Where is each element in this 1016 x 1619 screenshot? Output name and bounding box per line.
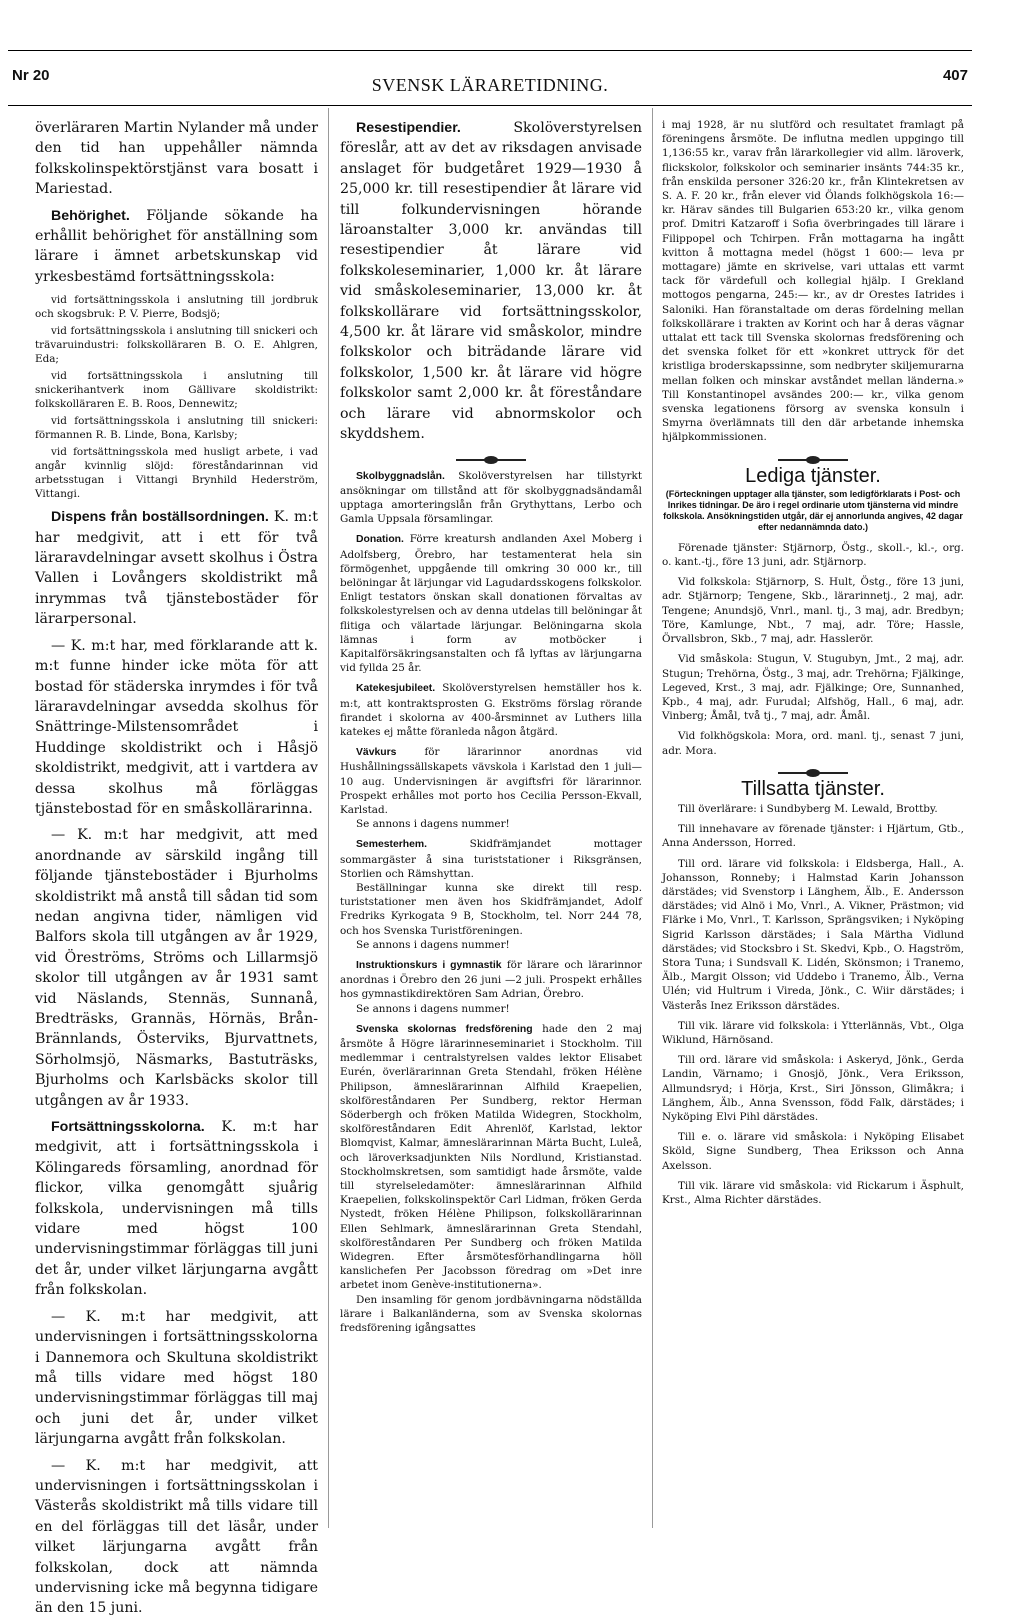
list-item: vid fortsättningsskola i anslutning till snickerihantverk inom Gällivare skoldistrikt: folkskolläraren E. B. Roos, Dennewitz; bbox=[35, 370, 318, 411]
article-body: för lärare och lärarinnor anordnas i Örebro den 26 juni —2 juli. Prospekt erhålles hos gymnastikdirektören Sam Adrian, Örebro. bbox=[340, 959, 643, 1001]
article-body: Skolöverstyrelsen har tillstyrkt ansökningar om tillstånd att för skolbyggnadsändamål upptaga amorteringslån från Grythyttans, Lerbo och Gamla Uppsala församlingar. bbox=[340, 469, 642, 526]
paragraph: Beställningar kunna ske direkt till resp. turiststationer men även hos Skidfrämjandet, Adolf Fredriks Kyrkogata 9 B, Stockholm, tel. Norr 244 78, och hos Svenska Turistföreningen. bbox=[340, 881, 642, 937]
column-middle bbox=[340, 118, 642, 1523]
listing: Vid småskola: Stugun, V. Stugubyn, Jmt., 2 maj, adr. Stugun; Trehörna, Östg., 3 maj, adr. Trehörna; Fjälkinge, Legeved, Krst., 3 maj, adr. Fjälkinge; Ore, Sunnanhed, Kpb., 4 maj, adr. Furudal; Alfshög, Hall., 6 maj, adr. Vinberg; Åmål, två tj., 7 maj, adr. Åmål. bbox=[662, 653, 964, 723]
paragraph: — K. m:t har, med förklarande att k. m:t funne hinder icke möta för att bostad för städerska inrymdes i för två läraravdelningar avsedda skolhus för Snättringe-Milstensområdet i Huddinge skoldistrikt och i Håsjö skoldistrikt, medgivit, att i vartdera av dessa skolhus må förläggas tjänstebostad för en småskollärarinna. bbox=[35, 637, 318, 817]
paragraph bbox=[35, 1117, 318, 1301]
paragraph: i maj 1928, är nu slutförd och resultatet framlagt på föreningens årsmöte. De influtna medlen uppgingo till 1,136:55 kr., varav från lärarkollegier vid allm. läroverk, flickskolor, folkskolor och seminarier insänts 744:35 kr., från enskilda personer 326:20 kr., från Klintekretsen av S. A. F. 20 kr., från elever vid Ölands folkhögskola 16:— kr. Härav sändes till Bulgarien 653:20 kr., vilka genom prof. Dmitri Katzaroff i Sofia överbringades till lärare i Filippopel och Tchirpen. Från mottagarna ha ingått kvitton å mottagna medel (högst 1 600:— leva pr mottagare) jämte en skrivelse, vari uttalas ett varmt tack för värdefull och kollegial hjälp. I Grekland mottogos pengarna, 245:— kr., av dr Orestes Iatrides i Saloniki. Han föranstaltade om deras fördelning mellan folkskollärare i trakten av Korint och har å deras vägnar uttalat ett tack till Svenska skolornas fredsförening och det svenska folket för ett »konkret uttryck för det kristliga broderskapssinne, som nedbryter skiljemurarna mellan folken och minskar avståndet mellan länderna.» Till Konstantinopel avsändes 200:— kr., vilka genom svenska legationens försorg av svenska konsuln i Smyrna överlämnats till den där arbetande inhemska hjälpkommissionen. bbox=[662, 119, 964, 444]
paragraph: — K. m:t har medgivit, att undervisningen i fortsättningsskolorna i Dannemora och Skultuna skoldistrikt må tills vidare med högst 180 undervisningstimmar förläggas till maj och juni det år, under vilket lärjungarna avgått från folkskolan. bbox=[35, 1308, 318, 1448]
announcement-note: Se annons i dagens nummer! bbox=[356, 938, 510, 951]
list-item: vid fortsättningsskola i anslutning till snickeri: förmannen R. B. Linde, Bona, Karlsby; bbox=[35, 415, 318, 442]
article-heading: Resestipendier. bbox=[356, 120, 461, 136]
paragraph: — K. m:t har medgivit, att med anordnande av särskild ingång till följande tjänstebostäder i Bjurholms skoldistrikt må anstå till sådan tid som nedan angivna tider, nämligen vid Balfors skola till utgången av år 1929, vid Öreströms, Ströms och Lillarmsjö skolor till utgången av år 1931 samt vid Näslands, Stennäs, Sunnanå, Bredträsks, Grannäs, Hörnäs, Brån-Brännlands, Österviks, Bjurvattnets, Sörholmsjö, Näsmarks, Bastuträsks, Bjurholms och Karlsbäcks skolor till utgången av år 1933. bbox=[35, 827, 318, 1109]
article-body: Skidfrämjandet mottager sommargäster å sina turiststationer i Riksgränsen, Storlien och Rämshyttan. bbox=[340, 838, 642, 880]
ornament-divider bbox=[662, 766, 964, 772]
list-item: vid fortsättningsskola i anslutning till snickeri och trävaruindustri: folkskolläraren B. O. E. Ahlgren, Eda; bbox=[35, 325, 318, 366]
listing: Till vik. lärare vid folkskola: i Ytterlännäs, Vbt., Olga Wiklund, Härnösand. bbox=[662, 1019, 964, 1046]
paragraph bbox=[35, 507, 318, 629]
announcement-note: Se annons i dagens nummer! bbox=[356, 1002, 510, 1015]
paragraph bbox=[340, 118, 642, 445]
article-body: Skolöverstyrelsen hemställer hos k. m:t, att kontraktsprosten G. Ekströms förslag rörande firandet i skolorna av 400-årsminnet av Luthers lilla katekes ej måtte föranleda någon åtgärd. bbox=[340, 682, 642, 738]
page-number: 407 bbox=[942, 67, 968, 84]
article-body: K. m:t har medgivit, att i fortsättningsskola i Kölingareds församling, anordnad för flickor, vilka genomgått sjuårig folkskola, undervisningen må tills vidare med högst 100 undervisningstimmar förläggas till juni det år, under vilket lärjungarna avgått från folkskolan. bbox=[35, 1119, 318, 1299]
article-heading: Skolbyggnadslån. bbox=[356, 470, 445, 482]
article-body: hade den 2 maj årsmöte å Högre lärarinneseminariet i Stockholm. Till medlemmar i centralstyrelsen valdes lektor Elisabet Eurén, överlärarinnan Greta Stendahl, fröken Hélène Philipson, ämneslärarinnan Alfhild Kraepelien, skolföreståndaren Per Sundberg, rektor Herman Söderbergh och fröken Matilda Widegren, Stockholm, skolföreståndaren Edit Ahrenlöf, Karlstad, lektor Blomqvist, Kalmar, ämneslärarinnan Märta Bucht, Luleå, och läroverksadjunkten Nils Nordlund, Kristianstad. Stockholmskretsen, som samtidigt hade årsmöte, valde till styrelseledamöter: ämneslärarinnan Alfhild Kraepelien, folkskolinspektör Carl Lidman, fröken Gerda Nystedt, fröken Hélène Philipson, folkskollärarinnan Ellen Sehlmark, ämneslärarinnan Greta Stendahl, skolföreståndaren Per Sundberg och fröken Matilda Widegren. Efter årsmötesförhandlingarna höll kanslichefen Per Jacobsson föredrag om »Det inre arbetet inom Genève-institutionerna». bbox=[340, 1022, 642, 1292]
paragraph: — K. m:t har medgivit, att undervisningen i fortsättningsskolan i Västerås skoldistrikt må tills vidare till en del förläggas till det läsår, under vilket lärjungarna avgått från folkskolan, dock att nämnda undervisning icke må begynna tidigare än den 15 juni. bbox=[35, 1457, 318, 1617]
column-right bbox=[662, 118, 964, 1523]
listing: Vid folkskola: Stjärnorp, S. Hult, Östg., före 13 juni, adr. Stjärnorp; Tengene, Skb., lärarinnetj., 2 maj, adr. Tengene; Anundsjö, Vnrl., manl. tj., 3 maj, adr. Bredbyn; Töre, Kamlunge, Nbt., 7 maj, adr. Töre; Hassle, Örvallsbron, Skb., 7 maj, adr. Hasslerör. bbox=[662, 576, 964, 646]
article-heading: Behörighet. bbox=[51, 207, 130, 224]
issue-number: Nr 20 bbox=[12, 67, 50, 84]
article-heading: Fortsättningsskolorna. bbox=[51, 1119, 205, 1136]
page-header bbox=[8, 50, 972, 106]
listing: Förenade tjänster: Stjärnorp, Östg., skoll.-, kl.-, org. o. kant.-tj., före 13 juni, adr. Stjärnorp. bbox=[662, 541, 964, 569]
list-item: vid fortsättningsskola i anslutning till jordbruk och skogsbruk: P. V. Pierre, Bodsjö; bbox=[35, 294, 318, 321]
column-left bbox=[35, 118, 318, 1617]
article-heading: Katekesjubileet. bbox=[356, 683, 436, 695]
article-body: Skolöverstyrelsen föreslår, att av det av riksdagen anvisade anslaget för budgetåret 1929—1930 å 25,000 kr. till resestipendier åt lärare vid till folkundervisningen hörande läroanstalter 3,000 kr. användas till resestipendier åt lärare vid folkskoleseminarier, 1,000 kr. åt lärare vid småskoleseminarier, 13,000 kr. åt folkskollärare vid fortsättningsskolor, 4,500 kr. åt lärare vid småskolor, mindre folkskolor och biträdande lärare vid folkskolor, 1,500 kr. åt lärare vid högre folkskolor samt 2,000 kr. åt föreståndare och lärare vid abnormskolor och skyddshem. bbox=[340, 120, 642, 443]
paragraph bbox=[340, 681, 642, 739]
paragraph: överläraren Martin Nylander må under den tid han uppehåller nämnda folkskolinspektörstjänst vara bosatt i Mariestad. bbox=[35, 120, 318, 198]
listing: Till ord. lärare vid folkskola: i Eldsberga, Hall., A. Johansson, Ronneby; i Halmstad Karin Johansson därstädes; vid Svenstorp i Länghem, Älb., E. Andersson därstädes; vid Alnö i Mo, Vnrl., A. Vikner, Prästmon; vid Flärke i Mo, Vnrl., T. Karlsson, Sprängsviken; i Nyköping Sigrid Karlsson därstädes; i Sala Märtha Vidlund därstädes; vid Stocksbro i St. Skedvi, Kpb., O. Hagström, Stora Tuna; i Sundsvall K. Lidén, Skönsmon; i Tranemo, Älb., Margit Olsson; vid Uddebo i Tranemo, Älb., Verna Ulén; vid Hultrum i Vireda, Jönk., C. Wiir därstädes; i Västerås Inez Eriksson därstädes. bbox=[662, 857, 964, 1012]
announcement-note: Se annons i dagens nummer! bbox=[356, 818, 510, 831]
article-body: Förre kreatursh andlanden Axel Moberg i Adolfsberg, Örebro, har testamenterat hela sin förmögenhet, uppgående till omkring 30 000 kr., till belöningar åt lärjungar vid Lagudardsskogens folkskolor. Enligt testators önskan skall donationen förvaltas av folkskolestyrelsen och av denna utdelas till belöningar åt flitiga och välartade lärjungar. Belöningarna skola lämnas i form av motböcker i Kapitalförsäkringsanstalten och få lyftas av lärjungarna vid fyllda 25 år. bbox=[340, 533, 642, 675]
paragraph bbox=[340, 745, 642, 817]
article-heading: Semesterhem. bbox=[356, 839, 428, 851]
article-body: för lärarinnor anordnas vid Hushållningssällskapets vävskola i Karlstad den 1 juli—10 aug. Undervisningen är avgiftsfri för lärarinnor. Prospekt erhålles mot porto hos Cecilia Persson-Ekvall, Karlstad. bbox=[340, 746, 642, 816]
column-divider bbox=[652, 108, 653, 1528]
publication-title: SVENSK LÄRARETIDNING. bbox=[371, 75, 609, 95]
paragraph bbox=[340, 469, 642, 527]
article-body: K. m:t har medgivit, att i ett för två läraravdelningar avsett skolhus i Östra Vallen i Lovångers skoldistrikt må inrymmas två tjänstebostäder för lärarpersonal. bbox=[35, 509, 318, 628]
article-heading: Instruktionskurs i gymnastik bbox=[356, 960, 502, 971]
section-title-tillsatta: Tillsatta tjänster. bbox=[741, 777, 885, 800]
listing: Till vik. lärare vid småskola: vid Rickarum i Äsphult, Krst., Alma Richter därstädes. bbox=[662, 1179, 964, 1206]
article-body: Följande sökande ha erhållit behörighet för anställning som lärare i ämnet arbetskunskap vid yrkesbestämd fortsättningsskola: bbox=[35, 207, 318, 285]
article-heading: Vävkurs bbox=[356, 747, 397, 759]
paragraph bbox=[340, 837, 642, 881]
listing: Till innehavare av förenade tjänster: i Hjärtum, Gtb., Anna Andersson, Horred. bbox=[662, 823, 964, 850]
listing: Vid folkhögskola: Mora, ord. manl. tj., senast 7 juni, adr. Mora. bbox=[662, 730, 964, 757]
listing: Till ord. lärare vid småskola: i Askeryd, Jönk., Gerda Landin, Värnamo; i Gnosjö, Jönk., Vera Eriksson, Allmundsryd; i Hörja, Krst., Siri Jönsson, Glimåkra; i Länghem, Älb., Anna Svensson, född Falk, därstädes; i Nyköping Elvi Pihl därstädes. bbox=[662, 1054, 964, 1123]
column-divider bbox=[328, 108, 329, 1528]
listing: Till e. o. lärare vid småskola: i Nyköping Elisabet Sköld, Signe Sundberg, Thea Eriksson och Anna Axelsson. bbox=[662, 1131, 964, 1172]
section-note: (Förteckningen upptager alla tjänster, som ledigförklarats i Post- och Inrikes tidningar. De äro i regel ordinarie utom tjänsterna vid mindre folkskola. Ansökningstiden utgår, där ej annorlunda angives, 42 dagar efter nedannämnda dato.) bbox=[663, 488, 963, 532]
paragraph bbox=[340, 958, 642, 1002]
list-item: vid fortsättningsskola med husligt arbete, i vad angår kvinnlig slöjd: föreståndarinnan vid arbetsstugan i Vittangi Brynhild Hederström, Vittangi. bbox=[35, 446, 318, 501]
article-heading: Dispens från boställsordningen. bbox=[51, 509, 269, 526]
paragraph: Den insamling för genom jordbävningarna nödställda lärare i Balkanländerna, som av Svenska skolornas fredsförening igångsattes bbox=[340, 1293, 642, 1335]
paragraph bbox=[340, 1022, 642, 1293]
article-heading: Svenska skolornas fredsförening bbox=[356, 1023, 533, 1035]
listing: Till överlärare: i Sundbyberg M. Lewald, Brottby. bbox=[678, 802, 938, 815]
ornament-divider bbox=[662, 453, 964, 459]
paragraph bbox=[35, 206, 318, 288]
ornament-divider bbox=[340, 453, 642, 459]
article-heading: Donation. bbox=[356, 534, 404, 546]
section-title-lediga: Lediga tjänster. bbox=[745, 464, 881, 487]
paragraph bbox=[340, 532, 642, 675]
